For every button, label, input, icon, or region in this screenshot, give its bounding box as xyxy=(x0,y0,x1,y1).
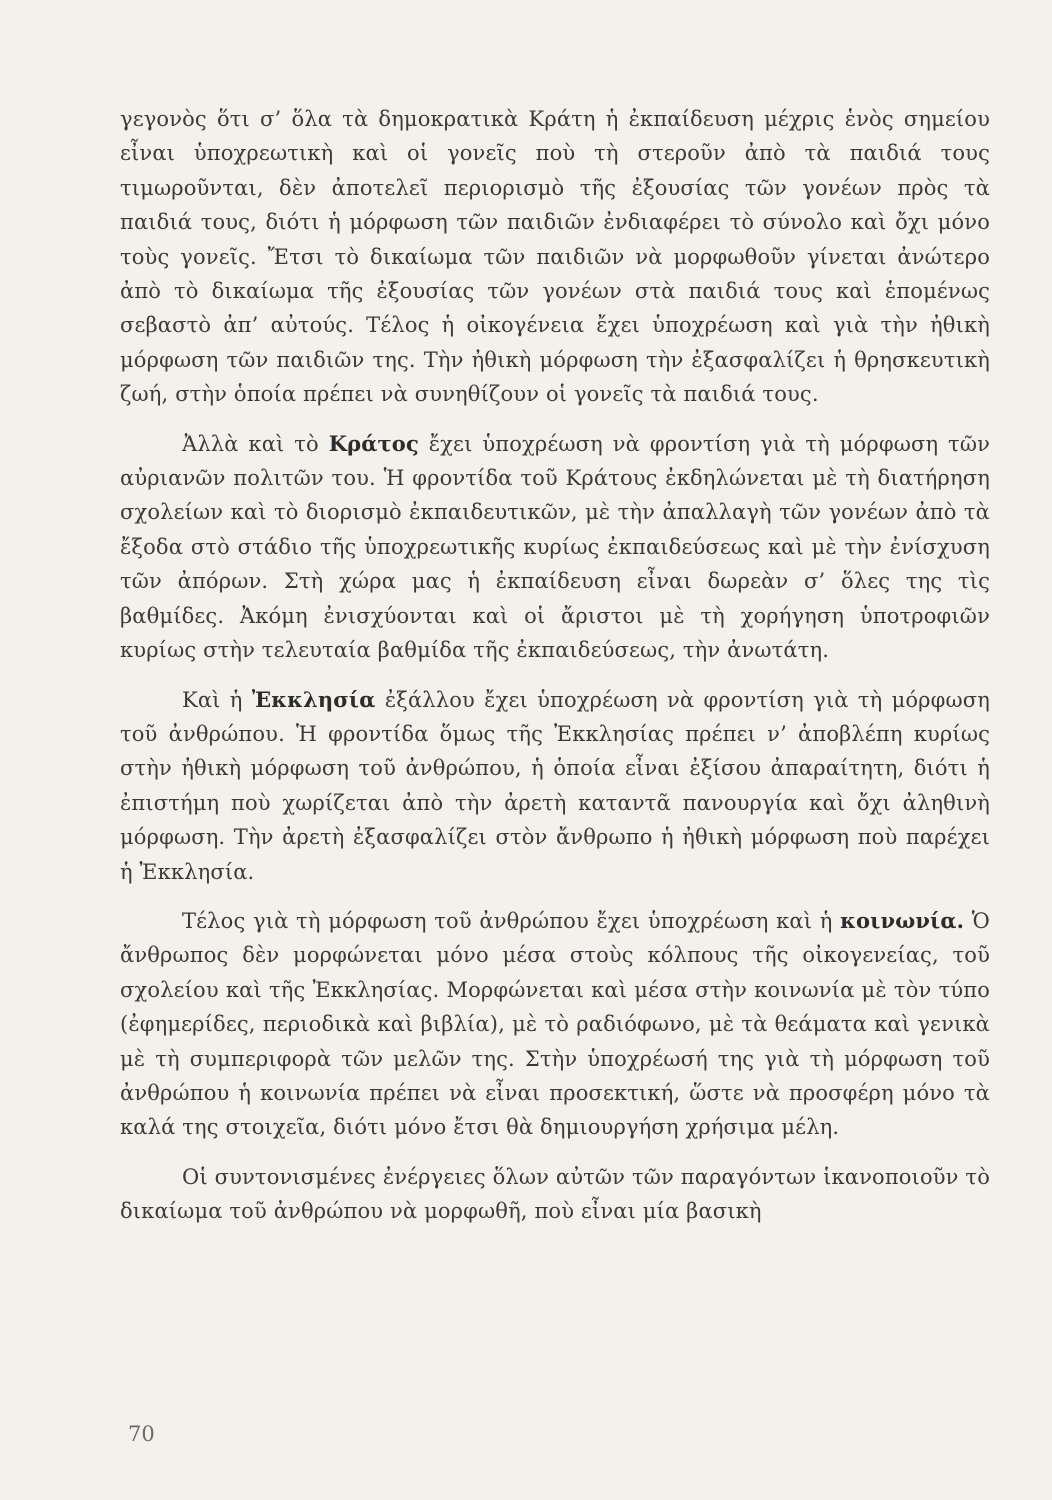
paragraph-society-education xyxy=(120,904,990,1145)
paragraph-text-rest: ἔχει ὑποχρέωση νὰ φροντίση γιὰ τὴ μόρφωση τῶν αὐριανῶν πολιτῶν του. Ἡ φροντίδα τοῦ Κράτους ἐκδηλώνεται μὲ τὴ διατήρηση σχολείων καὶ τὸ διορισμὸ ἐκπαιδευτικῶν, μὲ τὴν ἀπαλλαγὴ τῶν γονέων ἀπὸ τὰ ἔξοδα στὸ στάδιο τῆς ὑποχρεωτικῆς κυρίως ἐκπαιδεύσεως καὶ μὲ τὴν ἐνίσχυση τῶν ἀπόρων. Στὴ χώρα μας ἡ ἐκπαίδευση εἶναι δωρεὰν σ’ ὅλες της τὶς βαθμίδες. Ἀκόμη ἐνισχύονται καὶ οἱ ἄριστοι μὲ τὴ χορήγηση ὑποτροφιῶν κυρίως στὴν τελευταία βαθμίδα τῆς ἐκπαιδεύσεως, τὴν ἀνωτάτη. xyxy=(120,431,991,663)
paragraph-text: γεγονὸς ὅτι σ’ ὅλα τὰ δημοκρατικὰ Κράτη ἡ ἐκπαίδευση μέχρις ἑνὸς σημείου εἶναι ὑποχρεωτικὴ καὶ οἱ γονεῖς ποὺ τὴ στεροῦν ἀπὸ τὰ παιδιά τους τιμωροῦνται, δὲν ἀποτελεῖ περιορισμὸ τῆς ἐξουσίας τῶν γονέων πρὸς τὰ παιδιά τους, διότι ἡ μόρφωση τῶν παιδιῶν ἐνδιαφέρει τὸ σύνολο καὶ ὄχι μόνο τοὺς γονεῖς. Ἔτσι τὸ δικαίωμα τῶν παιδιῶν νὰ μορφωθοῦν γίνεται ἀνώτερο ἀπὸ τὸ δικαίωμα τῆς ἐξουσίας τῶν γονέων στὰ παιδιά τους καὶ ἑπομένως σεβαστὸ ἀπ’ αὐτούς. Τέλος ἡ οἰκογένεια ἔχει ὑποχρέωση καὶ γιὰ τὴν ἠθικὴ μόρφωση τῶν παιδιῶν της. Τὴν ἠθικὴ μόρφωση τὴν ἐξασφαλίζει ἡ θρησκευτικὴ ζωή, στὴν ὁποία πρέπει νὰ συνηθίζουν οἱ γονεῖς τὰ παιδιά τους. xyxy=(120,107,990,407)
paragraph-text-lead: Καὶ ἡ xyxy=(182,687,252,712)
paragraph-text-lead: Τέλος γιὰ τὴ μόρφωση τοῦ ἀνθρώπου ἔχει ὑποχρέωση καὶ ἡ xyxy=(182,908,841,933)
page-number: 70 xyxy=(128,1422,155,1446)
paragraph-church-education xyxy=(120,683,990,889)
paragraph-family-education xyxy=(120,102,990,412)
keyword-state: Κράτος xyxy=(328,430,419,456)
keyword-church: Ἐκκλησία xyxy=(251,686,376,712)
paragraph-text: Οἱ συντονισμένες ἐνέργειες ὅλων αὐτῶν τῶν παραγόντων ἱκανοποιοῦν τὸ δικαίωμα τοῦ ἀνθρώπου νὰ μορφωθῆ, ποὺ εἶναι μία βασικὴ xyxy=(120,1164,990,1224)
paragraph-text-rest: ἐξάλλου ἔχει ὑποχρέωση νὰ φροντίση γιὰ τὴ μόρφωση τοῦ ἀνθρώπου. Ἡ φροντίδα ὅμως τῆς Ἐκκλησίας πρέπει ν’ ἀποβλέπη κυρίως στὴν ἠθικὴ μόρφωση τοῦ ἀνθρώπου, ἡ ὁποία εἶναι ἐξίσου ἀπαραίτητη, διότι ἡ ἐπιστήμη ποὺ χωρίζεται ἀπὸ τὴν ἀρετὴ καταντᾶ πανουργία καὶ ὄχι ἀληθινὴ μόρφωση. Τὴν ἀρετὴ ἐξασφαλίζει στὸν ἄνθρωπο ἡ ἠθικὴ μόρφωση ποὺ παρέχει ἡ Ἐκκλησία. xyxy=(120,687,991,884)
keyword-society: κοινωνία. xyxy=(840,907,965,933)
paragraph-text-rest: Ὁ ἄνθρωπος δὲν μορφώνεται μόνο μέσα στοὺς κόλπους τῆς οἰκογενείας, τοῦ σχολείου καὶ τῆς Ἐκκλησίας. Μορφώνεται καὶ μέσα στὴν κοινωνία μὲ τὸν τύπο (ἐφημερίδες, περιοδικὰ καὶ βιβλία), μὲ τὸ ραδιόφωνο, μὲ τὰ θεάματα καὶ γενικὰ μὲ τὴ συμπεριφορὰ τῶν μελῶν της. Στὴν ὑποχρέωσή της γιὰ τὴ μόρφωση τοῦ ἀνθρώπου ἡ κοινωνία πρέπει νὰ εἶναι προσεκτική, ὥστε νὰ προσφέρη μόνο τὰ καλά της στοιχεῖα, διότι μόνο ἔτσι θὰ δημιουργήση χρήσιμα μέλη. xyxy=(120,908,990,1140)
paragraph-coordinated-efforts xyxy=(120,1160,990,1229)
paragraph-text-lead: Ἀλλὰ καὶ τὸ xyxy=(182,431,329,456)
page-body xyxy=(120,102,990,1229)
paragraph-state-education xyxy=(120,427,990,668)
